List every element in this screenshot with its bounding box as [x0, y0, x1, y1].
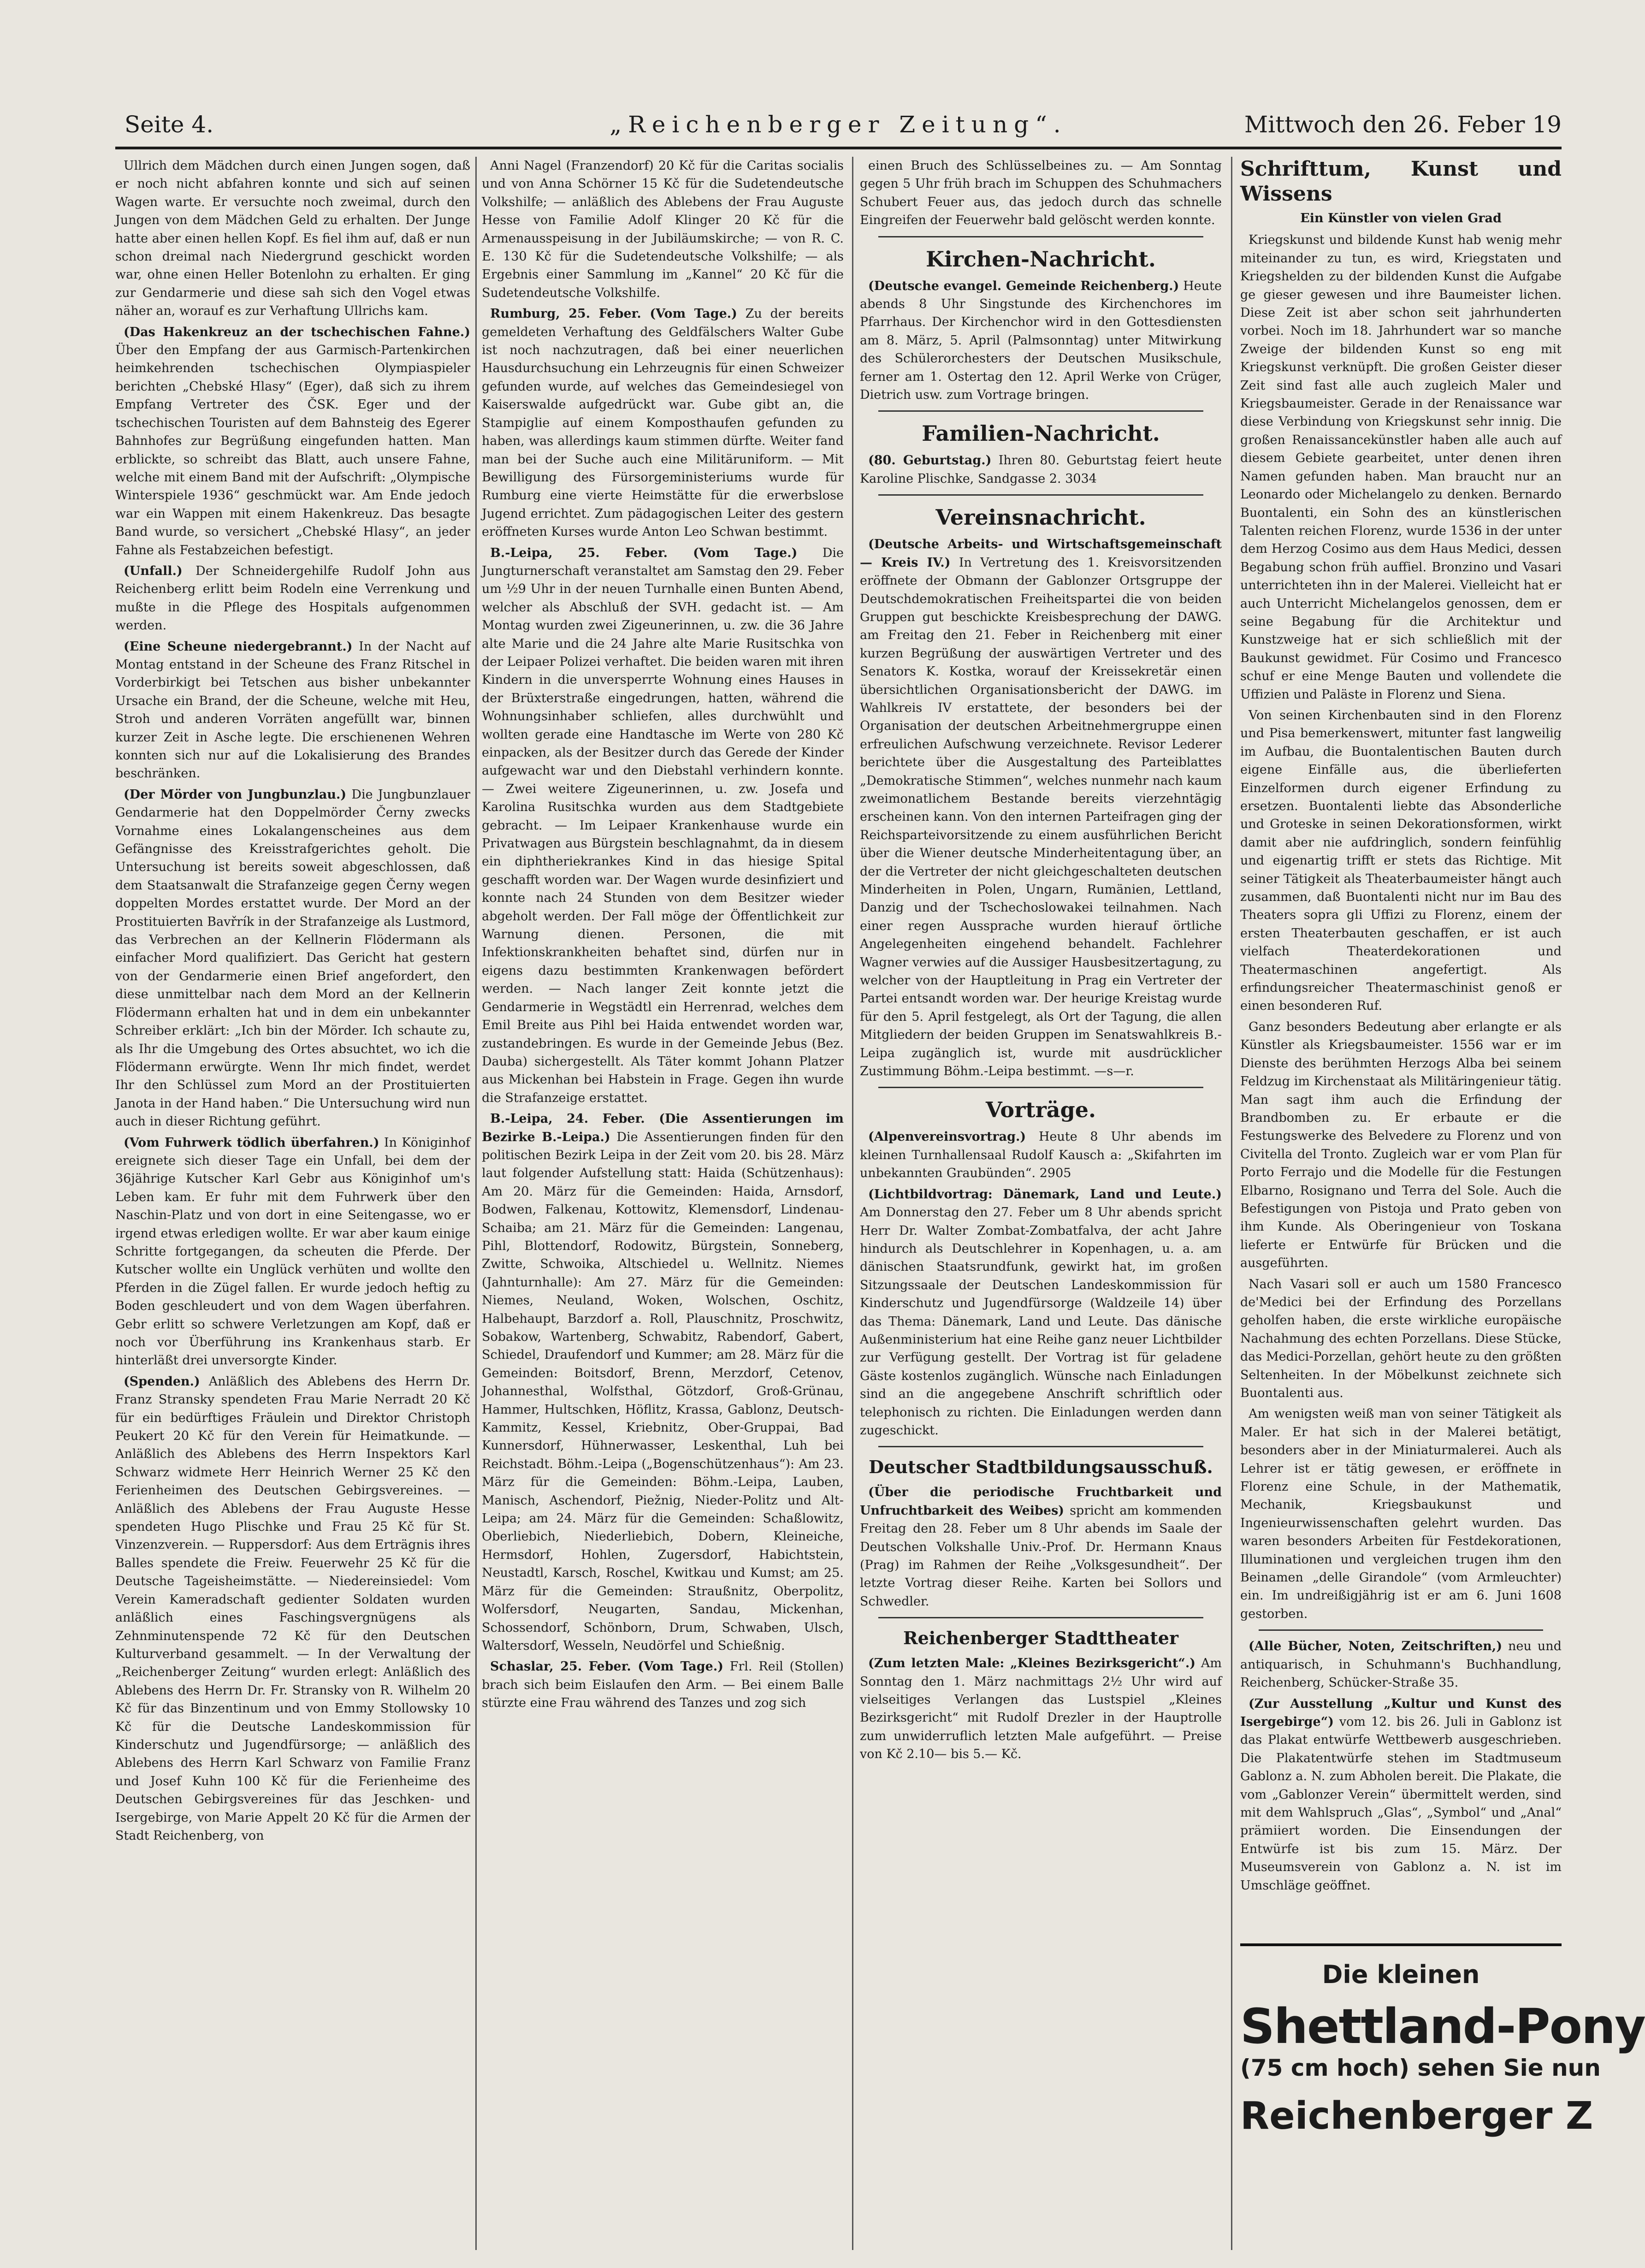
section-heading: Reichenberger Stadttheater	[903, 1628, 1178, 1649]
news-item	[482, 1658, 844, 1712]
article-text: Nach Vasari soll er auch um 1580 Francesco de'Medici bei der Erfindung des Porzellans geholfen haben, die erste wirkliche europäische Nachahmung des echten Porzellans. Diese Stücke, das Medici-Porzellan, gehört heute zu den größten Seltenheiten. In der Möbelkunst zeichnete sich Buontalenti aus.	[1240, 1277, 1562, 1400]
item-text: In Vertretung des 1. Kreisvorsitzenden eröffnete der Obmann der Gablonzer Ortsgruppe der Deutschdemokratischen Freiheitspartei die von beiden Gruppen gut beschickte Kreisbesprechung der DAWG. am Freitag den 21. Feber in Reichenberg mit einer kurzen Begrüßung der auswärtigen Vertreter und des Senators K. Kostka, worauf der Kreissekretär einen übersichtlichen Organisationsbericht der DAWG. im Wahlkreis IV erstattete, der besonders bei der Organisation der deutschen Arbeitnehmergruppe einen erfreulichen Aufschwung verzeichnete. Revisor Lederer berichtete über die Ausgestaltung des Parteiblattes „Demokratische Stimmen“, welches nunmehr nach kaum zweimonatlichem Bestande bereits vierzehntägig erscheinen kann. Von den internen Parteifragen ging der Reichsparteivorsitzende zu einem ausführlichen Bericht über die Wiener deutsche Minderheitentagung über, an der die Vertreter der nicht gleichgeschalteten deutschen Minderheiten in Polen, Ungarn, Rumänien, Lettland, Danzig und der Tschechoslowakei teilnahmen. Nach einer regen Aussprache wurden hierauf örtliche Angelegenheiten eingehend behandelt. Fachlehrer Wagner verwies auf die Aussiger Hausbesitzertagung, zu welcher von der Hauptleitung in Prag ein Vertreter der Partei entsandt worden war. Der heurige Kreistag wurde für den 5. April festgelegt, als Ort der Tagung, die allen Mitgliedern der beiden Gruppen im Senatswahlkreis B.-Leipa zugänglich ist, wurde mit ausdrücklicher Zustimmung Böhm.-Leipa bestimmt. —s—r.	[860, 555, 1222, 1079]
ad-subline: (75 cm hoch) sehen Sie nun	[1240, 2055, 1601, 2081]
item-kicker: (Spenden.)	[124, 1374, 200, 1389]
advertisement	[1240, 1943, 1645, 2163]
item-kicker: Schaslar, 25. Feber. (Vom Tage.)	[490, 1659, 724, 1674]
news-item	[115, 786, 470, 1131]
item-kicker: (Alpenvereinsvortrag.)	[868, 1130, 1026, 1144]
column-divider	[1231, 157, 1232, 2250]
section-heading: Kirchen-Nachricht.	[926, 246, 1156, 272]
news-item	[860, 451, 1222, 488]
section-rule	[878, 410, 1203, 412]
item-text: Der Schneidergehilfe Rudolf John aus Reichenberg erlitt beim Rodeln eine Verrenkung und mußte in die Pflege des Hospitals aufgenommen werden.	[115, 563, 470, 633]
news-item	[860, 1128, 1222, 1182]
item-text: neu und antiquarisch, in Schuhmann's Buchhandlung, Reichenberg, Schücker-Straße 35.	[1240, 1639, 1562, 1690]
item-kicker: (Lichtbildvortrag: Dänemark, Land und Leute.)	[868, 1187, 1222, 1202]
item-kicker: (Über die periodische Fruchtbarkeit und Unfruchtbarkeit des Weibes)	[860, 1485, 1222, 1518]
section-heading: Vorträge.	[985, 1097, 1096, 1123]
item-kicker: (Alle Bücher, Noten, Zeitschriften,)	[1249, 1639, 1503, 1654]
page-number: Seite 4.	[124, 111, 214, 138]
item-text: Die Assentierungen finden für den politischen Bezirk Leipa in der Zeit vom 20. bis 28. März laut folgender Aufstellung statt: Haida (Schützenhaus): Am 20. März für die Gemeinden: Haida, Arnsdorf, Bodwen, Falkenau, Kottowitz, Klemensdorf, Lindenau-Schaiba; am 21. März für die Gemeinden: Langenau, Pihl, Blottendorf, Rodowitz, Bürgstein, Sonneberg, Zwitte, Schwoika, Altschiedel u. Wellnitz. Niemes (Jahnturnhalle): Am 27. März für die Gemeinden: Niemes, Neuland, Woken, Wolschen, Oschitz, Halbehaupt, Barzdorf a. Roll, Plauschnitz, Proschwitz, Sobakow, Wartenberg, Schwabitz, Rabendorf, Gabert, Schiedel, Draufendorf und Kummer; am 28. März für die Gemeinden: Boitsdorf, Brenn, Merzdorf, Cetenov, Johannesthal, Wolfsthal, Götzdorf, Groß-Grünau, Hammer, Hultschken, Höflitz, Krassa, Gablonz, Deutsch-Kammitz, Kessel, Kriebnitz, Ober-Gruppai, Bad Kunnersdorf, Hühnerwasser, Leskenthal, Luh bei Reichstadt. Böhm.-Leipa („Bogenschützenhaus“): Am 23. März für die Gemeinden: Böhm.-Leipa, Lauben, Manisch, Aschendorf, Piežnig, Nieder-Politz und Alt-Leipa; am 24. März für die Gemeinden: Schaßlowitz, Oberliebich, Niederliebich, Dobern, Kleineiche, Hermsdorf, Hohlen, Zugersdorf, Habichtstein, Neustadtl, Karsch, Roschel, Kwitkau und Kumst; am 25. März für die Gemeinden: Straußnitz, Oberpolitz, Wolfersdorf, Neugarten, Sandau, Mickenhan, Schossendorf, Schönborn, Drum, Schwaben, Ulsch, Waltersdorf, Wesseln, Neudörfel und Schießnig.	[482, 1130, 844, 1653]
article-text: Von seinen Kirchenbauten sind in den Florenz und Pisa bemerkenswert, mitunter fast langweilig im Aufbau, die Buontalentischen Bauten durch eigene Einfälle aus, die überlieferten Einzelformen durch eigener Erfindung zu ersetzen. Buontalenti liebte das Absonderliche und Groteske in seinen Dekorationsformen, wirkt damit aber nie aufdringlich, sondern feinfühlig und eigenartig trifft er stets das Richtige. Mit seiner Tätigkeit als Theaterbaumeister hängt auch zusammen, daß Buontalenti nicht nur im Bau des Theaters sopra gli Uffizi zu Florenz, einem der ersten Theaterbauten geschaffen, er ist auch vielfach Theaterdekorationen und Theatermaschinen angefertigt. Als erfindungsreicher Theatermaschinist genoß er einen besonderen Ruf.	[1240, 708, 1562, 1013]
item-kicker: B.-Leipa, 25. Feber. (Vom Tage.)	[490, 545, 798, 560]
item-text: spricht am kommenden Freitag den 28. Feber um 8 Uhr abends im Saale der Deutschen Volkshalle Univ.-Prof. Dr. Hermann Knaus (Prag) im Rahmen der Reihe „Volksgesundheit“. Der letzte Vortrag dieser Reihe. Karten bei Sollors und Schwedler.	[860, 1503, 1222, 1609]
article-text: Anni Nagel (Franzendorf) 20 Kč für die Caritas socialis und von Anna Schörner 15 Kč für die Sudetendeutsche Volkshilfe; — anläßlich des Ablebens der Frau Auguste Hesse von Familie Adolf Klinger 20 Kč für die Armenausspeisung in der Jubiläumskirche; — von R. C. E. 130 Kč für die Sudetendeutsche Volkshilfe; — als Ergebnis einer Sammlung im „Kannel“ 20 Kč für die Sudetendeutsche Volkshilfe.	[482, 159, 844, 300]
article-text: Ganz besonders Bedeutung aber erlangte er als Künstler als Kriegsbaumeister. 1556 war er im Dienste des berühmten Herzogs Alba bei seinem Feldzug im Kirchenstaat als Militäringenieur tätig. Man sagt ihm auch die Erfindung der Brandbomben zu. Er erbaute er die Festungswerke des Belvedere zu Florenz und von Civitella del Tronto. Zugleich war er vom Plan für Porto Ferrajo und die Modelle für die Festungen Elbarno, Rosignano und Terra del Sole. Auch die Befestigungen von Pistoja und Prato geben von ihm Kunde. Als Oberingenieur von Toskana lieferte er Entwürfe für Brücken und die ausgeführten.	[1240, 1019, 1562, 1271]
news-item	[482, 305, 844, 541]
item-text: Die Jungbunzlauer Gendarmerie hat den Doppelmörder Černy zwecks Vornahme eines Lokalangenscheines aus dem Gefängnisse des Kreisstrafgerichtes geholt. Die Untersuchung ist bereits soweit abgeschlossen, daß dem Staatsanwalt die Strafanzeige gegen Černy wegen doppelten Mordes erstattet wurde. Der Mord an der Prostituierten Bavřrík in der Strafanzeige als Lustmord, das Verbrechen an der Kellnerin Flödermann als einfacher Mord qualifiziert. Das Gericht hat gestern von der Gendarmerie einen Brief angefordert, den diese unmittelbar nach dem Mord an der Kellnerin Flödermann erhalten hat und in dem ein unbekannter Schreiber erklärt: „Ich bin der Mörder. Ich schaute zu, als Ihr die Umgebung des Ortes absuchtet, wo ich die Flödermann erwürgte. Wenn Ihr mich findet, werdet Ihr den Schlüssel zum Mord an der Prostituierten Janota in der Hand haben.“ Die Untersuchung wird nun auch in dieser Richtung geführt.	[115, 787, 470, 1129]
section-rule	[878, 1446, 1203, 1447]
news-item	[860, 1483, 1222, 1611]
section-heading: Vereinsnachricht.	[935, 505, 1146, 530]
ad-footer: Reichenberger Z	[1240, 2094, 1593, 2138]
column-1	[115, 157, 470, 2250]
page-header	[115, 106, 1562, 143]
article-text: Ullrich dem Mädchen durch einen Jungen sogen, daß er noch nicht abfahren konnte und sich auf seinen Wagen warte. Er versuchte noch zweimal, durch den Jungen von dem Mädchen Geld zu erhalten. Der Junge hatte aber einen hellen Kopf. Es fiel ihm auf, daß er nun schon dreimal nach Niedergrund geschickt worden war, ohne einen Heller Botenlohn zu erhalten. Er ging zur Gendarmerie und diese sah sich den Vogel etwas näher an, worauf es zur Verhaftung Ullrichs kam.	[115, 159, 470, 319]
item-text: Am Sonntag den 1. März nachmittags 2½ Uhr wird auf vielseitiges Verlangen das Lustspiel „Kleines Bezirksgericht“ mit Rudolf Drezler in der Hauptrolle zum unwiderruflich letzten Male aufgeführt. — Preise von Kč 2.10— bis 5.— Kč.	[860, 1656, 1222, 1762]
item-text: In der Nacht auf Montag entstand in der Scheune des Franz Ritschel in Vorderbirkigt bei Tetschen aus bisher unbekannter Ursache ein Brand, der die Scheune, welche mit Heu, Stroh und anderen Vorräten angefüllt war, binnen kurzer Zeit in Asche legte. Die erschienenen Wehren konnten sich nur auf die Lokalisierung des Brandes beschränken.	[115, 639, 470, 781]
item-kicker: (80. Geburtstag.)	[868, 453, 992, 468]
column-3	[860, 157, 1222, 2250]
newspaper-title: „Reichenberger Zeitung“.	[609, 111, 1067, 138]
column-2	[482, 157, 844, 2250]
column-divider	[852, 157, 853, 2250]
ad-intro: Die kleinen	[1322, 1960, 1480, 1989]
news-item	[115, 1134, 470, 1370]
article-text: einen Bruch des Schlüsselbeines zu. — Am Sonntag gegen 5 Uhr früh brach im Schuppen des Schuhmachers Schubert Feuer aus, das jedoch durch das schnelle Eingreifen der Feuerwehr bald gelöscht werden konnte.	[860, 159, 1222, 228]
news-item	[115, 562, 470, 635]
news-item	[1240, 1695, 1562, 1895]
item-kicker: (Unfall.)	[124, 563, 183, 578]
news-item	[482, 1110, 844, 1655]
item-kicker: B.-Leipa, 24. Feber. (Die Assentierungen im Bezirke B.-Leipa.)	[482, 1112, 844, 1144]
section-rule	[878, 236, 1203, 237]
article-subheading: Ein Künstler von vielen Grad	[1300, 211, 1502, 225]
item-text: Heute abends 8 Uhr Singstunde des Kirchenchores im Pfarrhaus. Der Kirchenchor wird in den Gottesdiensten am 8. März, 5. April (Palmsonntag) unter Mitwirkung des Schülerorchesters der Deutschen Musikschule, ferner am 1. Ostertag den 12. April Werke von Crüger, Dietrich usw. zum Vortrage bringen.	[860, 278, 1222, 403]
news-item	[860, 535, 1222, 1080]
section-rule	[878, 1087, 1203, 1088]
news-item	[115, 638, 470, 783]
ad-headline: Shettland-Pony	[1240, 1998, 1645, 2055]
item-kicker: (Vom Fuhrwerk tödlich überfahren.)	[124, 1135, 379, 1150]
item-kicker: (Deutsche Arbeits- und Wirtschaftsgemeinschaft — Kreis IV.)	[860, 537, 1222, 570]
news-item	[860, 1654, 1222, 1763]
section-rule	[878, 1617, 1203, 1618]
header-rule	[115, 147, 1562, 149]
article-text: Am wenigsten weiß man von seiner Tätigkeit als Maler. Er hat sich in der Malerei betätigt, besonders aber in der Miniaturmalerei. Auch als Lehrer ist er tätig gewesen, er eröffnete in Florenz eine Schule, in der Mathematik, Mechanik, Kriegsbaukunst und Ingenieurwissenschaften gelehrt wurden. Das waren besonders Arbeiten für Festdekorationen, Illuminationen und vergleichen trugen ihm den Beinamen „delle Girandole“ (vom Armleuchter) ein. Im undreißigjährig ist er am 6. Juni 1608 gestorben.	[1240, 1407, 1562, 1621]
item-kicker: (Der Mörder von Jungbunzlau.)	[124, 787, 347, 802]
item-kicker: Rumburg, 25. Feber. (Vom Tage.)	[490, 307, 737, 321]
section-heading: Familien-Nachricht.	[922, 421, 1160, 446]
news-item	[115, 1373, 470, 1845]
item-text: In Königinhof ereignete sich dieser Tage ein Unfall, bei dem der 36jährige Kutscher Karl Gebr aus Königinhof um's Leben kam. Er fuhr mit dem Fuhrwerk über den Naschin-Platz und von dort in eine Seitengasse, wo er irgend etwas erledigen wollte. Er war aber kaum einige Schritte fortgegangen, da scheuten die Pferde. Der Kutscher wollte ein Unglück verhüten und wollte den Pferden in die Zügel fallen. Er wurde jedoch heftig zu Boden geschleudert und von dem Wagen überfahren. Gebr erlitt so schwere Verletzungen am Kopf, daß er noch vor Überführung ins Krankenhaus starb. Er hinterläßt drei unversorgte Kinder.	[115, 1135, 470, 1368]
news-item	[1240, 1637, 1562, 1692]
news-item	[482, 544, 844, 1107]
item-text: Ihren 80. Geburtstag feiert heute Karoline Plischke, Sandgasse 2. 3034	[860, 453, 1222, 486]
section-heading: Deutscher Stadtbildungsausschuß.	[869, 1457, 1213, 1478]
news-item	[115, 323, 470, 559]
issue-date: Mittwoch den 26. Feber 19	[1244, 111, 1562, 138]
item-kicker: (Deutsche evangel. Gemeinde Reichenberg.)	[868, 278, 1179, 293]
item-text: vom 12. bis 26. Juli in Gablonz ist das Plakat entwürfe Wettbewerb ausgeschrieben. Die Plakatentwürfe stehen im Stadtmuseum Gablonz a. N. zum Abholen bereit. Die Plakate, die vom „Gablonzer Verein“ übermittelt werden, sind mit dem Wahlspruch „Glas“, „Symbol“ und „Anal“ prämiiert worden. Die Einsendungen der Entwürfe ist bis zum 15. März. Der Museumsverein von Gablonz a. N. ist im Umschläge geöffnet.	[1240, 1714, 1562, 1893]
section-rule	[878, 494, 1203, 496]
item-kicker: (Das Hakenkreuz an der tschechischen Fahne.)	[124, 325, 470, 339]
column-4	[1240, 157, 1645, 2250]
item-text: Heute 8 Uhr abends im kleinen Turnhallensaal Rudolf Kausch a: „Skifahrten im unbekannten Graubünden“. 2905	[860, 1130, 1222, 1181]
item-kicker: (Eine Scheune niedergebrannt.)	[124, 639, 353, 654]
item-text: Anläßlich des Ablebens des Herrn Dr. Franz Stransky spendeten Frau Marie Nerradt 20 Kč für ein bedürftiges Fräulein und Direktor Christoph Peukert 20 Kč für den Verein für Heimatkunde. — Anläßlich des Ablebens des Herrn Inspektors Karl Schwarz widmete Herr Heinrich Werner 25 Kč den Ferienheimen des Deutschen Gebirgsvereines. — Anläßlich des Ablebens der Frau Auguste Hesse spendeten Hugo Plischke und Frau 25 Kč für St. Vinzenzverein. — Ruppersdorf: Aus dem Erträgnis ihres Balles spendete die Freiw. Feuerwehr 25 Kč für die Deutsche Tageisheimstätte. — Niedereinsiedel: Vom Verein Kameradschaft gedienter Soldaten wurden anläßlich eines Faschingsvergnügens als Zehnminutenspende 72 Kč für den Deutschen Kulturverband gesammelt. — In der Verwaltung der „Reichenberger Zeitung“ wurden erlegt: Anläßlich des Ablebens des Herrn Dr. Fr. Stransky von R. Wilhelm 20 Kč für das Binzentinum und von Emmy Stollowsky 10 Kč für die Deutsche Landeskommission für Kinderschutz und Jugendfürsorge; — anläßlich des Ablebens des Herrn Karl Schwarz von Familie Franz und Josef Kuhn 100 Kč für die Ferienheime des Deutschen Gebirgsvereines für das Jeschken- und Isergebirge, von Marie Appelt 20 Kč für die Armen der Stadt Reichenberg, von	[115, 1374, 470, 1843]
item-text: Zu der bereits gemeldeten Verhaftung des Geldfälschers Walter Gube ist noch nachzutragen, daß bei einer neuerlichen Hausdurchsuchung ein Lehrzeugnis für einen Schweizer gefunden wurde, auf welches das Gemeindesiegel von Kaiserswalde aufgedrückt war. Gube gibt an, die Stampiglie auf einem Komposthaufen gefunden zu haben, was allerdings kaum stimmen dürfte. Weiter fand man bei der Suche auch eine Militäruniform. — Mit Bewilligung des Fürsorgeministeriums wurde für Rumburg eine vierte Heimstätte für die erwerbslose Jugend errichtet. Zum pädagogischen Leiter des gestern eröffneten Kurses wurde Anton Leo Schwan bestimmt.	[482, 307, 844, 539]
news-item	[860, 1185, 1222, 1440]
news-item	[860, 277, 1222, 404]
item-kicker: (Zur Ausstellung „Kultur und Kunst des Isergebirge“)	[1240, 1696, 1562, 1729]
item-text: Frl. Reil (Stollen) brach sich beim Eislaufen den Arm. — Bei einem Balle stürzte eine Frau während des Tanzes und zog sich	[482, 1659, 844, 1711]
item-text: Die Jungturnerschaft veranstaltet am Samstag den 29. Feber um ½9 Uhr in der neuen Turnhalle einen Bunten Abend, welcher als Abschluß der SVH. gedacht ist. — Am Montag wurden zwei Zigeunerinnen, u. zw. die 36 Jahre alte Marie und die 24 Jahre alte Marie Rusitschka von der Leipaer Polizei verhaftet. Die beiden waren mit ihren Kindern in die unversperrte Wohnung eines Hauses in der Brüxterstraße eingedrungen, hatten, während die Wohnungsinhaber schliefen, alles durchwühlt und wollten gerade eine Handtasche im Werte von 280 Kč einpacken, als der Besitzer durch das Gerede der Kinder aufgewacht war und den Diebstahl verhindern konnte. — Zwei weitere Zigeunerinnen, u. zw. Josefa und Karolina Rusitschka wurden aus dem Stadtgebiete gebracht. — Im Leipaer Krankenhause wurde ein Privatwagen aus Bürgstein beschlagnahmt, da in diesem ein diphtheriekrankes Kind in das hiesige Spital geschafft worden war. Der Wagen wurde desinfiziert und konnte nach 24 Stunden von dem Besitzer wieder abgeholt werden. Der Fall möge der Öffentlichkeit zur Warnung dienen. Personen, die mit Infektionskrankheiten behaftet sind, dürfen nur in eigens dazu bestimmten Krankenwagen befördert werden. — Nach langer Zeit konnte jetzt die Gendarmerie in Wegstädtl ein Herrenrad, welches dem Emil Breite aus Pihl bei Haida entwendet worden war, zustandebringen. Es wurde in der Gemeinde Jebus (Bez. Dauba) sichergestellt. Als Täter kommt Johann Platzer aus Mickenhan bei Habstein in Frage. Gegen ihn wurde die Strafanzeige erstattet.	[482, 545, 844, 1105]
section-rule	[1259, 1629, 1543, 1631]
item-text: Über den Empfang der aus Garmisch-Partenkirchen heimkehrenden tschechischen Olympiaspieler berichten „Chebské Hlasy“ (Eger), daß sich zu ihrem Empfang Vertreter des ČSK. Eger und der tschechischen Touristen auf dem Bahnsteig des Egerer Bahnhofes zur Begrüßung eingefunden hatten. Man erblickte, so schreibt das Blatt, auch unsere Fahne, welche mit einem Band mit der Aufschrift: „Olympische Winterspiele 1936“ geschmückt war. Am Ende jedoch war ein Wappen mit einem Hakenkreuz. Das besagte Band wurde, so versichert „Chebské Hlasy“, an jeder Fahne als Festabzeichen befestigt.	[115, 343, 470, 557]
item-kicker: (Zum letzten Male: „Kleines Bezirksgericht“.)	[868, 1656, 1195, 1671]
column-divider	[475, 157, 477, 2250]
article-text: Kriegskunst und bildende Kunst hab wenig mehr miteinander zu tun, es wird, Kriegstaten und Kriegshelden zu der bildenden Kunst die Aufgabe ge gieser gewesen und ihre Baumeister lichen. Diese Zeit ist aber schon seit jahrhunderten vorbei. Noch im 18. Jahrhundert war so manche Zweige der bildenden Kunst so eng mit Kriegskunst verknüpft. Die großen Geister dieser Zeit sind fast alle auch zugleich Maler und Kriegsbaumeister. Gerade in der Renaissance war diese Verbindung von Kriegskunst sehr innig. Die großen Renaissancekünstler haben alle auch auf diesem Gebiete gearbeitet, unter denen ihren Namen gefunden haben. Man braucht nur an Leonardo oder Michelangelo zu denken. Bernardo Buontalenti, ein Sohn des an künstlerischen Talenten reichen Florenz, wurde 1536 in der unter dem Herzog Cosimo aus dem Haus Medici, dessen Begabung schon früh auffiel. Bronzino und Vasari unterrichteten ihn in der Malerei. Vielleicht hat er auch Unterricht Michelangelos genossen, dem er seine Begabung für die Architektur und Kunstzweige hat er sich schließlich mit der Baukunst gewidmet. Für Cosimo und Francesco schuf er eine Menge Bauten und vollendete die Uffizien und Paläste in Florenz und Siena.	[1240, 233, 1562, 702]
item-text: Am Donnerstag den 27. Feber um 8 Uhr abends spricht Herr Dr. Walter Zombat-Zombatfalva, der acht Jahre hindurch als Deutschlehrer in Kopenhagen, u. a. am dänischen Staatsrundfunk, gewirkt hat, im großen Sitzungssaale der Deutschen Landeskommission für Kinderschutz und Jugendfürsorge (Waldzeile 14) über das Thema: Dänemark, Land und Leute. Das dänische Außenministerium hat eine Reihe ganz neuer Lichtbilder zur Verfügung gestellt. Der Vortrag ist für geladene Gäste kostenlos zugänglich. Wünsche nach Einladungen sind an die angegebene Anschrift schriftlich oder telephonisch zu richten. Die Einladungen werden dann zugeschickt.	[860, 1205, 1222, 1438]
section-heading: Schrifttum, Kunst und Wissens	[1240, 157, 1562, 206]
